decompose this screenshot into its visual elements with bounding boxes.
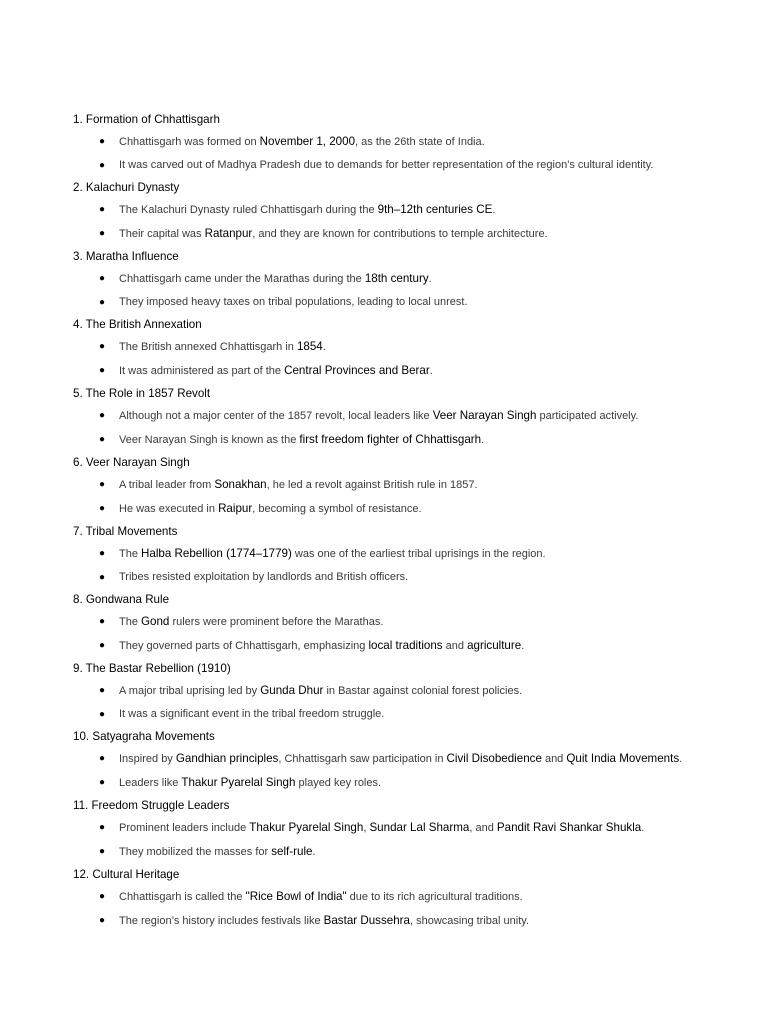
body-text: due to its rich agricultural traditions. [346, 891, 523, 903]
bullet-list [73, 408, 713, 448]
bullet-icon: ● [99, 365, 106, 376]
highlight-text: local traditions [368, 639, 443, 652]
section-heading: 2. Kalachuri Dynasty [73, 181, 180, 194]
body-text: . [428, 273, 432, 285]
highlight-text: self-rule [271, 845, 313, 858]
highlight-text: Bastar Dussehra [323, 914, 410, 927]
section [73, 250, 713, 310]
bullet-item [73, 295, 713, 310]
body-text: Veer Narayan Singh is known as the [119, 434, 300, 446]
bullet-icon: ● [99, 891, 106, 902]
bullet-icon: ● [99, 640, 106, 651]
bullet-icon: ● [99, 160, 106, 171]
bullet-item [73, 683, 713, 699]
body-text: He was executed in [119, 503, 219, 515]
body-text: They mobilized the masses for [119, 846, 272, 858]
highlight-text: Sonakhan [214, 478, 267, 491]
bullet-list [73, 683, 713, 722]
highlight-text: Civil Disobedience [446, 752, 542, 765]
section-heading: 10. Satyagraha Movements [73, 730, 215, 743]
bullet-icon: ● [99, 503, 106, 514]
body-text: , becoming a symbol of resistance. [252, 503, 422, 515]
bullet-icon: ● [99, 846, 106, 857]
bullet-icon: ● [99, 915, 106, 926]
highlight-text: Gandhian principles [175, 752, 279, 765]
highlight-text: 1854 [296, 340, 323, 353]
bullet-icon: ● [99, 572, 106, 583]
bullet-list [73, 546, 713, 585]
section-heading: 4. The British Annexation [73, 318, 202, 331]
section-heading: 6. Veer Narayan Singh [73, 456, 190, 469]
section [73, 799, 713, 860]
bullet-icon: ● [99, 753, 106, 764]
bullet-icon: ● [99, 273, 106, 284]
body-text: The region’s history includes festivals like [119, 915, 324, 927]
body-text: participated actively. [536, 410, 639, 422]
body-text: The Kalachuri Dynasty ruled Chhattisgarh during the [119, 204, 378, 216]
highlight-text: Gond [141, 615, 170, 628]
highlight-text: Quit India Movements [566, 752, 680, 765]
body-text: . [312, 846, 316, 858]
bullet-icon: ● [99, 410, 106, 421]
bullet-item [73, 363, 713, 379]
body-text: Chhattisgarh came under the Marathas during the [119, 273, 365, 285]
bullet-list [73, 339, 713, 379]
bullet-item [73, 820, 713, 836]
section-heading: 1. Formation of Chhattisgarh [73, 113, 220, 126]
body-text: Although not a major center of the 1857 revolt, local leaders like [119, 410, 433, 422]
bullet-list [73, 889, 713, 929]
bullet-list [73, 134, 713, 173]
highlight-text: Thakur Pyarelal Singh [249, 821, 364, 834]
highlight-text: "Rice Bowl of India" [245, 890, 347, 903]
body-text: Chhattisgarh was formed on [119, 136, 260, 148]
body-text: , as the 26th state of India. [355, 136, 485, 148]
bullet-icon: ● [99, 709, 106, 720]
bullet-item [73, 134, 713, 150]
body-text: The [119, 548, 142, 560]
section-heading: 9. The Bastar Rebellion (1910) [73, 662, 231, 675]
section [73, 593, 713, 654]
highlight-text: November 1, 2000 [259, 135, 356, 148]
body-text: , and they are known for contributions to temple architecture. [252, 228, 548, 240]
body-text: It was a significant event in the tribal freedom struggle. [119, 708, 385, 720]
bullet-icon: ● [99, 616, 106, 627]
body-text: Prominent leaders include [119, 822, 250, 834]
bullet-icon: ● [99, 341, 106, 352]
highlight-text: 9th–12th centuries CE [377, 203, 493, 216]
bullet-list [73, 202, 713, 242]
bullet-list [73, 820, 713, 860]
bullet-item [73, 339, 713, 355]
bullet-list [73, 614, 713, 654]
bullet-icon: ● [99, 777, 106, 788]
body-text: , showcasing tribal unity. [409, 915, 530, 927]
body-text: . [322, 341, 326, 353]
bullet-icon: ● [99, 228, 106, 239]
highlight-text: 18th century [364, 272, 429, 285]
body-text: Inspired by [119, 753, 176, 765]
bullet-item [73, 889, 713, 905]
bullet-icon: ● [99, 297, 106, 308]
bullet-item [73, 546, 713, 562]
body-text: . [641, 822, 645, 834]
bullet-item [73, 226, 713, 242]
body-text: and [541, 753, 567, 765]
bullet-list [73, 271, 713, 310]
body-text: and [442, 640, 468, 652]
highlight-text: Gunda Dhur [260, 684, 324, 697]
bullet-item [73, 202, 713, 218]
section [73, 318, 713, 379]
body-text: A tribal leader from [119, 479, 215, 491]
body-text: They imposed heavy taxes on tribal populations, leading to local unrest. [119, 296, 468, 308]
highlight-text: Central Provinces and Berar [284, 364, 430, 377]
bullet-icon: ● [99, 685, 106, 696]
body-text: . [429, 365, 433, 377]
highlight-text: Ratanpur [204, 227, 253, 240]
bullet-item [73, 570, 713, 585]
body-text: rulers were prominent before the Marathas. [169, 616, 384, 628]
section-heading: 3. Maratha Influence [73, 250, 179, 263]
section-heading: 8. Gondwana Rule [73, 593, 170, 606]
body-text: , and [469, 822, 497, 834]
body-text: . [521, 640, 525, 652]
highlight-text: Thakur Pyarelal Singh [181, 776, 296, 789]
highlight-text: Raipur [218, 502, 253, 515]
bullet-icon: ● [99, 479, 106, 490]
section-heading: 7. Tribal Movements [73, 525, 178, 538]
bullet-item [73, 477, 713, 493]
highlight-text: Sundar Lal Sharma [369, 821, 470, 834]
highlight-text: agriculture [467, 639, 522, 652]
section [73, 662, 713, 722]
body-text: Tribes resisted exploitation by landlords and British officers. [119, 571, 409, 583]
bullet-item [73, 158, 713, 173]
bullet-icon: ● [99, 822, 106, 833]
body-text: in Bastar against colonial forest policies. [323, 685, 523, 697]
highlight-text: Pandit Ravi Shankar Shukla [496, 821, 642, 834]
bullet-item [73, 844, 713, 860]
body-text: played key roles. [295, 777, 382, 789]
bullet-item [73, 501, 713, 517]
bullet-list [73, 751, 713, 791]
section-heading: 11. Freedom Struggle Leaders [73, 799, 230, 812]
body-text: . [679, 753, 683, 765]
bullet-item [73, 271, 713, 287]
document-body [73, 113, 713, 929]
body-text: The [119, 616, 142, 628]
bullet-item [73, 614, 713, 630]
bullet-icon: ● [99, 204, 106, 215]
bullet-item [73, 775, 713, 791]
highlight-text: first freedom fighter of Chhattisgarh [299, 433, 482, 446]
body-text: They governed parts of Chhattisgarh, emphasizing [119, 640, 369, 652]
highlight-text: Halba Rebellion (1774–1779) [141, 547, 292, 560]
body-text: was one of the earliest tribal uprisings in the region. [291, 548, 546, 560]
section [73, 525, 713, 585]
body-text: It was carved out of Madhya Pradesh due to demands for better representation of the region's cultural identity. [119, 159, 654, 171]
bullet-icon: ● [99, 136, 106, 147]
bullet-item [73, 408, 713, 424]
bullet-item [73, 913, 713, 929]
bullet-item [73, 638, 713, 654]
body-text: The British annexed Chhattisgarh in [119, 341, 297, 353]
section-heading: 5. The Role in 1857 Revolt [73, 387, 211, 400]
section-heading: 12. Cultural Heritage [73, 868, 180, 881]
bullet-icon: ● [99, 548, 106, 559]
bullet-item [73, 751, 713, 767]
section [73, 113, 713, 173]
body-text: , [363, 822, 370, 834]
body-text: . [481, 434, 485, 446]
section [73, 730, 713, 791]
section [73, 868, 713, 929]
bullet-list [73, 477, 713, 517]
body-text: It was administered as part of the [119, 365, 285, 377]
bullet-icon: ● [99, 434, 106, 445]
bullet-item [73, 707, 713, 722]
highlight-text: Veer Narayan Singh [432, 409, 537, 422]
section [73, 387, 713, 448]
body-text: , Chhattisgarh saw participation in [278, 753, 447, 765]
bullet-item [73, 432, 713, 448]
body-text: , he led a revolt against British rule in 1857. [266, 479, 478, 491]
body-text: A major tribal uprising led by [119, 685, 261, 697]
body-text: Chhattisgarh is called the [119, 891, 246, 903]
section [73, 181, 713, 242]
body-text: . [492, 204, 496, 216]
body-text: Leaders like [119, 777, 182, 789]
section [73, 456, 713, 517]
body-text: Their capital was [119, 228, 205, 240]
